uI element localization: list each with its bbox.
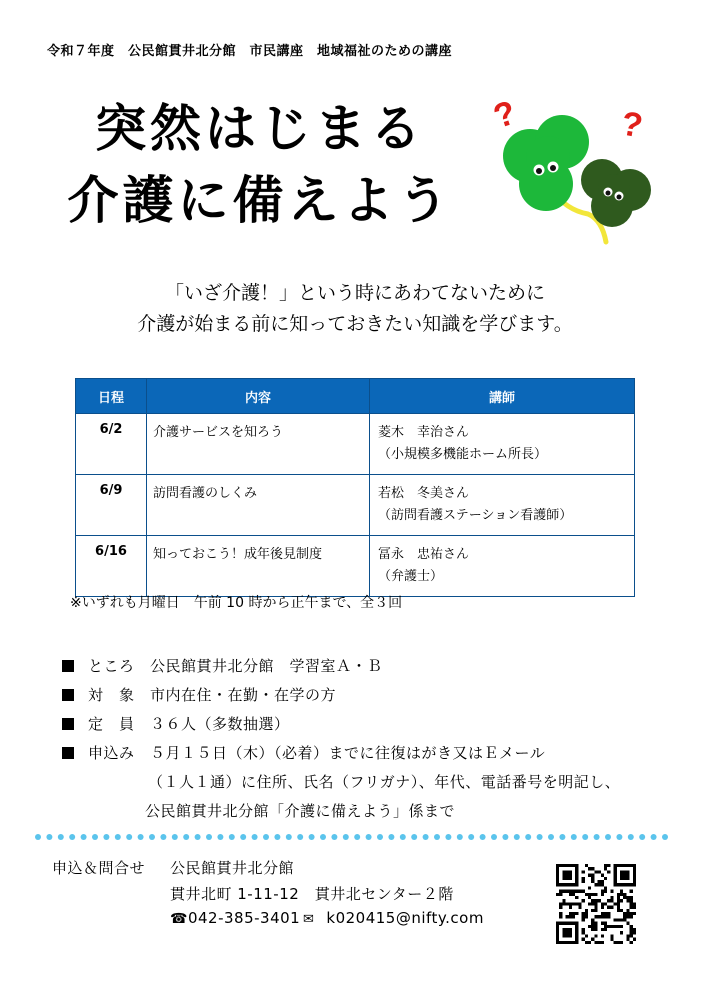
info-apply-line-2: （１人１通）に住所、氏名（フリガナ）、年代、電話番号を明記し、 bbox=[148, 773, 621, 791]
lecturer-affiliation: （小規模多機能ホーム所長） bbox=[378, 447, 548, 462]
phone-icon: ☎ bbox=[170, 911, 188, 927]
lecturer-name: 若松 冬美さん bbox=[378, 486, 470, 501]
header-content: 内容 bbox=[147, 379, 370, 414]
info-capacity: 定 員 ３６人（多数抽選） bbox=[62, 713, 290, 734]
title-line-1: 突然はじまる bbox=[94, 100, 425, 159]
info-apply-line-3: 公民館貫井北分館「介護に備えよう」係まで bbox=[145, 802, 456, 820]
header-date: 日程 bbox=[76, 379, 147, 414]
session-content: 知っておこう！成年後見制度 bbox=[147, 536, 370, 597]
bullet-square-icon bbox=[62, 718, 74, 730]
question-mark-icon: ? bbox=[488, 93, 521, 137]
event-header: 令和７年度 公民館貫井北分館 市民講座 地域福祉のための講座 bbox=[47, 44, 453, 59]
bullet-square-icon bbox=[62, 660, 74, 672]
table-row bbox=[76, 475, 635, 536]
contact-label: 申込＆問合せ bbox=[52, 859, 146, 877]
session-date: 6/16 bbox=[76, 536, 147, 597]
info-apply: 申込み ５月１５日（木）（必着）までに往復はがき又はＥメール bbox=[62, 742, 545, 763]
clover-illustration bbox=[488, 92, 658, 252]
header-lecturer: 講師 bbox=[370, 379, 635, 414]
question-mark-icon: ? bbox=[618, 104, 646, 146]
lecturer-name: 冨永 忠祐さん bbox=[378, 547, 470, 562]
contact-email[interactable]: k020415@nifty.com bbox=[326, 909, 484, 927]
schedule-note: ※いずれも月曜日 午前 10 時から正午まで、全３回 bbox=[70, 595, 403, 611]
contact-address: 貫井北町 1-11-12 貫井北センター２階 bbox=[170, 885, 454, 903]
table-row bbox=[76, 414, 635, 475]
contact-org: 公民館貫井北分館 bbox=[170, 859, 295, 877]
lecturer-name: 菱木 幸治さん bbox=[378, 425, 470, 440]
table-row bbox=[76, 536, 635, 597]
bullet-square-icon bbox=[62, 689, 74, 701]
intro-line-1: 「いざ介護！」という時にあわてないために bbox=[164, 282, 545, 304]
schedule-header-row bbox=[76, 379, 635, 414]
contact-phone-line: ☎042-385-3401 bbox=[170, 909, 301, 927]
intro-line-2: 介護が始まる前に知っておきたい知識を学びます。 bbox=[137, 313, 573, 335]
lecturer-affiliation: （訪問看護ステーション看護師） bbox=[378, 508, 573, 523]
mail-icon: ✉ bbox=[303, 912, 315, 927]
info-target: 対 象 市内在住・在勤・在学の方 bbox=[62, 684, 336, 705]
session-date: 6/2 bbox=[76, 414, 147, 475]
title-line-2: 介護に備えよう bbox=[67, 172, 453, 231]
info-place: ところ 公民館貫井北分館 学習室Ａ・Ｂ bbox=[62, 655, 383, 676]
contact-email-line[interactable] bbox=[303, 909, 484, 927]
session-content: 訪問看護のしくみ bbox=[147, 475, 370, 536]
qr-code-icon[interactable] bbox=[556, 864, 636, 944]
session-date: 6/9 bbox=[76, 475, 147, 536]
lecturer-affiliation: （弁護士） bbox=[378, 569, 444, 584]
bullet-square-icon bbox=[62, 747, 74, 759]
schedule-table bbox=[75, 378, 635, 597]
dotted-divider bbox=[34, 833, 674, 841]
session-content: 介護サービスを知ろう bbox=[147, 414, 370, 475]
